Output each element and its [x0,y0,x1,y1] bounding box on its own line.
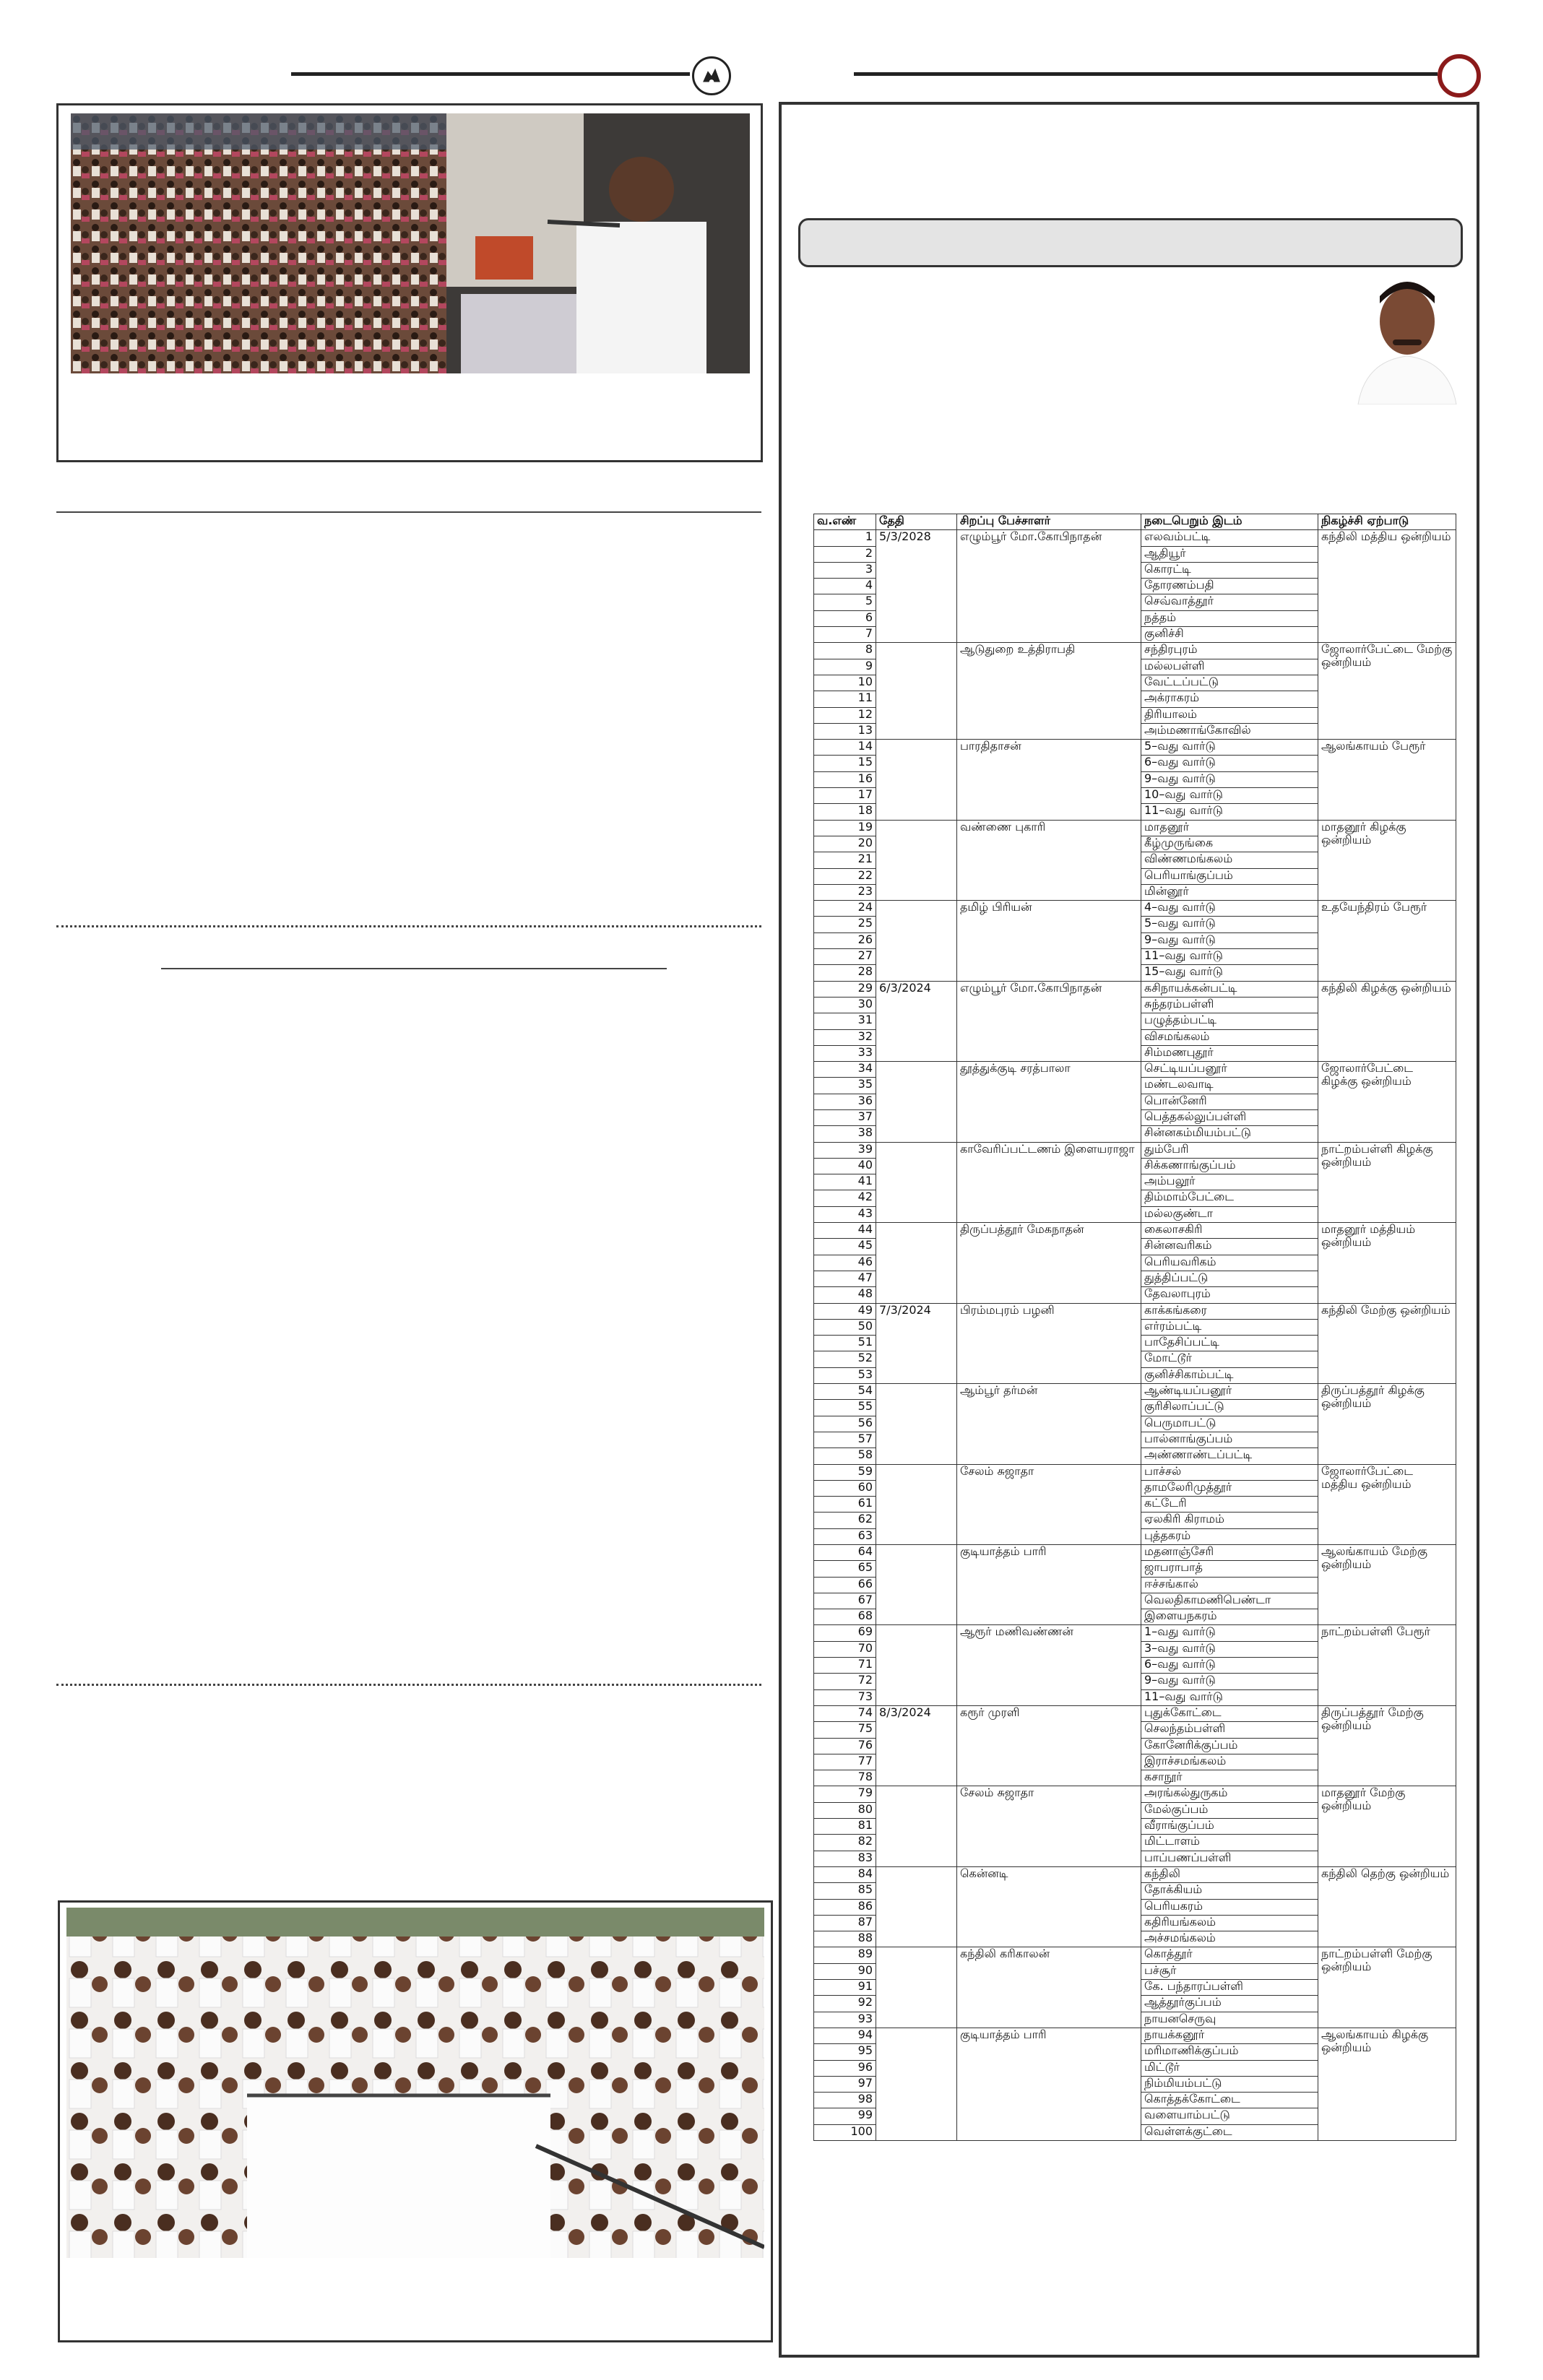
serial-number-cell: 7 [814,627,876,643]
venue-cell: சிம்மணபுதூர் [1141,1045,1318,1061]
venue-cell: கொரட்டி [1141,562,1318,578]
venue-cell: மதனாஞ்சேரி [1141,1545,1318,1561]
serial-number-cell: 93 [814,2012,876,2028]
venue-cell: 11–வது வார்டு [1141,1689,1318,1705]
serial-number-cell: 18 [814,804,876,820]
organizer-cell: ஆலங்காயம் மேற்கு ஒன்றியம் [1318,1545,1456,1625]
venue-cell: பொன்னேரி [1141,1094,1318,1109]
speaker-cell: திருப்பத்தூர் மேகநாதன் [957,1223,1141,1303]
venue-cell: அக்ராகரம் [1141,691,1318,707]
venue-cell: கைலாசகிரி [1141,1223,1318,1239]
serial-number-cell: 65 [814,1561,876,1577]
serial-number-cell: 12 [814,707,876,723]
speaker-cell: சேலம் சுஜாதா [957,1464,1141,1544]
venue-cell: கந்திலி [1141,1866,1318,1882]
serial-number-cell: 4 [814,579,876,594]
venue-cell: புத்தகரம் [1141,1528,1318,1544]
organizer-cell: மாதனூர் மேற்கு ஒன்றியம் [1318,1786,1456,1866]
venue-cell: ஈச்சங்கால் [1141,1577,1318,1593]
venue-cell: சுந்தரம்பள்ளி [1141,997,1318,1013]
venue-cell: பாதேசிப்பட்டி [1141,1336,1318,1351]
venue-cell: தாமலேரிமுத்தூர் [1141,1480,1318,1496]
venue-cell: எலவம்பட்டி [1141,530,1318,546]
serial-number-cell: 42 [814,1190,876,1206]
column-header-serial: வ.எண் [814,514,876,530]
venue-cell: 6–வது வார்டு [1141,756,1318,771]
serial-number-cell: 86 [814,1899,876,1915]
venue-cell: விண்ணமங்கலம் [1141,852,1318,868]
venue-cell: பெரியகரம் [1141,1899,1318,1915]
venue-cell: கீழ்முருங்கை [1141,836,1318,852]
venue-cell: மிட்டூர் [1141,2060,1318,2076]
serial-number-cell: 44 [814,1223,876,1239]
speaker-cell: கந்திலி கரிகாலன் [957,1947,1141,2028]
serial-number-cell: 13 [814,723,876,739]
date-cell: 6/3/2024 [876,981,957,1061]
organizer-cell: ஜோலார்பேட்டை கிழக்கு ஒன்றியம் [1318,1062,1456,1142]
serial-number-cell: 1 [814,530,876,546]
serial-number-cell: 95 [814,2044,876,2060]
column-header-organizer: நிகழ்ச்சி ஏற்பாடு [1318,514,1456,530]
organizer-cell: திருப்பத்தூர் மேற்கு ஒன்றியம் [1318,1705,1456,1786]
organizer-cell: கந்திலி தெற்கு ஒன்றியம் [1318,1866,1456,1947]
venue-cell: 9–வது வார்டு [1141,1674,1318,1689]
serial-number-cell: 45 [814,1239,876,1255]
venue-cell: நத்தம் [1141,610,1318,626]
serial-number-cell: 14 [814,740,876,756]
serial-number-cell: 60 [814,1480,876,1496]
serial-number-cell: 97 [814,2076,876,2092]
venue-cell: கோனேரிக்குப்பம் [1141,1738,1318,1754]
serial-number-cell: 9 [814,659,876,675]
serial-number-cell: 87 [814,1915,876,1931]
table-row [814,530,1456,546]
venue-cell: 11–வது வார்டு [1141,949,1318,965]
venue-cell: நாயக்கனூர் [1141,2028,1318,2043]
venue-cell: மல்லபள்ளி [1141,659,1318,675]
venue-cell: செட்டியப்பனூர் [1141,1062,1318,1078]
venue-cell: 5–வது வார்டு [1141,917,1318,932]
venue-cell: குனிச்சிகாம்பட்டி [1141,1367,1318,1383]
table-row [814,901,1456,917]
venue-cell: வெள்ளக்குட்டை [1141,2124,1318,2140]
venue-cell: வெலதிகாமணிபெண்டா [1141,1593,1318,1609]
serial-number-cell: 53 [814,1367,876,1383]
left-section-rule [56,511,761,513]
venue-cell: பெருமாபட்டு [1141,1416,1318,1432]
date-cell [876,820,957,900]
table-row [814,1384,1456,1400]
date-cell [876,1464,957,1544]
speaker-cell: காவேரிப்பட்டணம் இளையராஜா [957,1142,1141,1222]
date-cell [876,1384,957,1464]
organizer-cell: திருப்பத்தூர் கிழக்கு ஒன்றியம் [1318,1384,1456,1464]
serial-number-cell: 91 [814,1980,876,1996]
event-meeting-photo [66,1908,764,2258]
venue-cell: 1–வது வார்டு [1141,1625,1318,1641]
venue-cell: ஆண்டியப்பனூர் [1141,1384,1318,1400]
serial-number-cell: 25 [814,917,876,932]
venue-cell: மரிமாணிக்குப்பம் [1141,2044,1318,2060]
serial-number-cell: 30 [814,997,876,1013]
venue-cell: புதுக்கோட்டை [1141,1705,1318,1721]
serial-number-cell: 100 [814,2124,876,2140]
table-row [814,981,1456,997]
date-cell [876,1062,957,1142]
serial-number-cell: 73 [814,1689,876,1705]
speaker-cell: குடியாத்தம் பாரி [957,2028,1141,2140]
serial-number-cell: 23 [814,884,876,900]
organizer-cell: மாதனூர் கிழக்கு ஒன்றியம் [1318,820,1456,900]
serial-number-cell: 37 [814,1109,876,1125]
table-row [814,643,1456,659]
venue-cell: செவ்வாத்தூர் [1141,594,1318,610]
header-rule-left [291,72,690,76]
serial-number-cell: 16 [814,771,876,787]
serial-number-cell: 78 [814,1770,876,1786]
venue-cell: மேல்குப்பம் [1141,1802,1318,1818]
serial-number-cell: 61 [814,1497,876,1513]
venue-cell: சந்திரபுரம் [1141,643,1318,659]
serial-number-cell: 31 [814,1013,876,1029]
serial-number-cell: 58 [814,1448,876,1464]
serial-number-cell: 46 [814,1255,876,1271]
serial-number-cell: 55 [814,1400,876,1416]
column-header-venue: நடைபெறும் இடம் [1141,514,1318,530]
serial-number-cell: 89 [814,1947,876,1963]
serial-number-cell: 36 [814,1094,876,1109]
venue-cell: மாதனூர் [1141,820,1318,836]
venue-cell: மிட்டாளம் [1141,1835,1318,1851]
venue-cell: திரியாலம் [1141,707,1318,723]
venue-cell: பெத்தகல்லுப்பள்ளி [1141,1109,1318,1125]
organizer-cell: கந்திலி கிழக்கு ஒன்றியம் [1318,981,1456,1061]
venue-cell: விசமங்கலம் [1141,1029,1318,1045]
venue-cell: 15–வது வார்டு [1141,965,1318,981]
serial-number-cell: 84 [814,1866,876,1882]
organizer-cell: மாதனூர் மத்தியம் ஒன்றியம் [1318,1223,1456,1303]
venue-cell: வீராங்குப்பம் [1141,1819,1318,1835]
venue-cell: ஆதியூர் [1141,546,1318,562]
serial-number-cell: 48 [814,1287,876,1303]
venue-cell: அச்சமங்கலம் [1141,1931,1318,1947]
serial-number-cell: 98 [814,2093,876,2108]
serial-number-cell: 85 [814,1883,876,1899]
serial-number-cell: 79 [814,1786,876,1802]
serial-number-cell: 21 [814,852,876,868]
venue-cell: மண்டலவாடி [1141,1078,1318,1094]
organizer-cell: உதயேந்திரம் பேரூர் [1318,901,1456,981]
venue-cell: செலந்தம்பள்ளி [1141,1722,1318,1738]
venue-cell: கொத்தூர் [1141,1947,1318,1963]
schedule-header-row [814,514,1456,530]
venue-cell: கசிநாயக்கன்பட்டி [1141,981,1318,997]
serial-number-cell: 43 [814,1206,876,1222]
venue-cell: இராச்சமங்கலம் [1141,1754,1318,1770]
serial-number-cell: 22 [814,868,876,884]
date-cell: 7/3/2024 [876,1303,957,1383]
speaker-cell: ஆம்பூர் தர்மன் [957,1384,1141,1464]
serial-number-cell: 34 [814,1062,876,1078]
table-row [814,1947,1456,1963]
date-cell: 5/3/2028 [876,530,957,643]
serial-number-cell: 99 [814,2108,876,2124]
date-cell [876,1786,957,1866]
serial-number-cell: 27 [814,949,876,965]
serial-number-cell: 40 [814,1158,876,1174]
table-row [814,1625,1456,1641]
venue-cell: மோட்டூர் [1141,1351,1318,1367]
venue-cell: கதிரியங்கலம் [1141,1915,1318,1931]
venue-cell: 3–வது வார்டு [1141,1641,1318,1657]
organizer-cell: ஜோலார்பேட்டை மத்திய ஒன்றியம் [1318,1464,1456,1544]
speaker-cell: குடியாத்தம் பாரி [957,1545,1141,1625]
serial-number-cell: 63 [814,1528,876,1544]
serial-number-cell: 29 [814,981,876,997]
venue-cell: துத்திப்பட்டு [1141,1271,1318,1286]
serial-number-cell: 72 [814,1674,876,1689]
speaker-cell: பாரதிதாசன் [957,740,1141,820]
serial-number-cell: 5 [814,594,876,610]
serial-number-cell: 76 [814,1738,876,1754]
top-left-photo-box [56,103,763,462]
speaker-cell: ஆரூர் மணிவண்ணன் [957,1625,1141,1705]
date-cell [876,1223,957,1303]
table-row [814,2028,1456,2043]
venue-cell: சிக்கணாங்குப்பம் [1141,1158,1318,1174]
speaker-cell: ஆடுதுறை உத்திராபதி [957,643,1141,740]
serial-number-cell: 20 [814,836,876,852]
venue-cell: அம்மணாங்கோவில் [1141,723,1318,739]
venue-cell: 11–வது வார்டு [1141,804,1318,820]
serial-number-cell: 82 [814,1835,876,1851]
rally-speech-photo [71,113,750,373]
header-rule-right [854,72,1438,76]
column-header-speaker: சிறப்பு பேச்சாளர் [957,514,1141,530]
table-row [814,1786,1456,1802]
venue-cell: சின்னவரிகம் [1141,1239,1318,1255]
table-row [814,1303,1456,1319]
serial-number-cell: 77 [814,1754,876,1770]
serial-number-cell: 41 [814,1174,876,1190]
left-dotted-separator [56,925,761,927]
serial-number-cell: 19 [814,820,876,836]
venue-cell: 4–வது வார்டு [1141,901,1318,917]
table-row [814,1142,1456,1158]
venue-cell: பாப்பணப்பள்ளி [1141,1851,1318,1866]
venue-cell: நிம்மியம்பட்டு [1141,2076,1318,2092]
venue-cell: 10–வது வார்டு [1141,788,1318,804]
organizer-cell: கந்திலி மத்திய ஒன்றியம் [1318,530,1456,643]
venue-cell: நாயனசெருவு [1141,2012,1318,2028]
serial-number-cell: 39 [814,1142,876,1158]
serial-number-cell: 51 [814,1336,876,1351]
venue-cell: ஏலகிரி கிராமம் [1141,1513,1318,1528]
venue-cell: தோரணம்பதி [1141,579,1318,594]
organizer-cell: நாட்றம்பள்ளி கிழக்கு ஒன்றியம் [1318,1142,1456,1222]
speaker-cell: எழும்பூர் மோ.கோபிநாதன் [957,981,1141,1061]
venue-cell: பழுத்தம்பட்டி [1141,1013,1318,1029]
date-cell [876,1625,957,1705]
serial-number-cell: 32 [814,1029,876,1045]
serial-number-cell: 62 [814,1513,876,1528]
date-cell [876,1142,957,1222]
organizer-cell: ஜோலார்பேட்டை மேற்கு ஒன்றியம் [1318,643,1456,740]
serial-number-cell: 64 [814,1545,876,1561]
venue-cell: குரிசிலாப்பட்டு [1141,1400,1318,1416]
date-cell: 8/3/2024 [876,1705,957,1786]
date-cell [876,740,957,820]
serial-number-cell: 17 [814,788,876,804]
venue-cell: 9–வது வார்டு [1141,771,1318,787]
serial-number-cell: 6 [814,610,876,626]
speaker-cell: தூத்துக்குடி சரத்பாலா [957,1062,1141,1142]
serial-number-cell: 69 [814,1625,876,1641]
person-portrait [1351,271,1463,404]
serial-number-cell: 38 [814,1126,876,1142]
table-row [814,820,1456,836]
venue-cell: அம்பலூர் [1141,1174,1318,1190]
organizer-cell: நாட்றம்பள்ளி பேரூர் [1318,1625,1456,1705]
table-row [814,1223,1456,1239]
serial-number-cell: 10 [814,675,876,691]
organizer-cell: நாட்றம்பள்ளி மேற்கு ஒன்றியம் [1318,1947,1456,2028]
serial-number-cell: 94 [814,2028,876,2043]
speaker-cell: பிரம்மபுரம் பழனி [957,1303,1141,1383]
venue-cell: ஆத்தூர்குப்பம் [1141,1996,1318,2012]
speaker-cell: தமிழ் பிரியன் [957,901,1141,981]
speaker-cell: கென்னடி [957,1866,1141,1947]
serial-number-cell: 54 [814,1384,876,1400]
serial-number-cell: 90 [814,1963,876,1979]
serial-number-cell: 8 [814,643,876,659]
serial-number-cell: 70 [814,1641,876,1657]
serial-number-cell: 33 [814,1045,876,1061]
table-row [814,1705,1456,1721]
serial-number-cell: 24 [814,901,876,917]
serial-number-cell: 52 [814,1351,876,1367]
venue-cell: 5–வது வார்டு [1141,740,1318,756]
venue-cell: மின்னூர் [1141,884,1318,900]
serial-number-cell: 66 [814,1577,876,1593]
serial-number-cell: 83 [814,1851,876,1866]
date-cell [876,1545,957,1625]
date-cell [876,2028,957,2140]
serial-number-cell: 80 [814,1802,876,1818]
venue-cell: வளையாம்பட்டு [1141,2108,1318,2124]
serial-number-cell: 15 [814,756,876,771]
serial-number-cell: 88 [814,1931,876,1947]
venue-cell: பெரியவரிகம் [1141,1255,1318,1271]
date-cell [876,901,957,981]
serial-number-cell: 71 [814,1658,876,1674]
venue-cell: தும்பேரி [1141,1142,1318,1158]
venue-cell: 9–வது வார்டு [1141,932,1318,948]
venue-cell: எர்ரம்பட்டி [1141,1319,1318,1335]
venue-cell: இளையநகரம் [1141,1609,1318,1625]
serial-number-cell: 67 [814,1593,876,1609]
date-cell [876,643,957,740]
venue-cell: வேட்டப்பட்டு [1141,675,1318,691]
serial-number-cell: 47 [814,1271,876,1286]
venue-cell: தேவலாபுரம் [1141,1287,1318,1303]
left-sub-rule [161,968,667,969]
table-row [814,1464,1456,1480]
venue-cell: அண்ணாண்டப்பட்டி [1141,1448,1318,1464]
speaker-cell: எழும்பூர் மோ.கோபிநாதன் [957,530,1141,643]
speaker-cell: வண்ணை புகாரி [957,820,1141,900]
venue-cell: குனிச்சி [1141,627,1318,643]
table-row [814,1545,1456,1561]
venue-cell: கட்டேரி [1141,1497,1318,1513]
venue-cell: 6–வது வார்டு [1141,1658,1318,1674]
organizer-cell: ஆலங்காயம் பேரூர் [1318,740,1456,820]
serial-number-cell: 50 [814,1319,876,1335]
venue-cell: மல்லகுண்டா [1141,1206,1318,1222]
meeting-schedule-table [813,514,1456,2141]
serial-number-cell: 59 [814,1464,876,1480]
venue-cell: பச்சூர் [1141,1963,1318,1979]
venue-cell: பாச்சல் [1141,1464,1318,1480]
venue-cell: திம்மாம்பேட்டை [1141,1190,1318,1206]
speaker-cell: கரூர் முரளி [957,1705,1141,1786]
venue-cell: ஜாபராபாத் [1141,1561,1318,1577]
serial-number-cell: 3 [814,562,876,578]
page-number-circle [1438,54,1481,98]
serial-number-cell: 28 [814,965,876,981]
serial-number-cell: 96 [814,2060,876,2076]
organizer-cell: ஆலங்காயம் கிழக்கு ஒன்றியம் [1318,2028,1456,2140]
venue-cell: சின்னகம்மியம்பட்டு [1141,1126,1318,1142]
venue-cell: அரங்கல்துருகம் [1141,1786,1318,1802]
headline-banner [798,218,1463,267]
table-row [814,740,1456,756]
party-emblem-icon [692,56,731,95]
serial-number-cell: 92 [814,1996,876,2012]
venue-cell: கசாநூர் [1141,1770,1318,1786]
table-row [814,1866,1456,1882]
venue-cell: காக்கங்கரை [1141,1303,1318,1319]
venue-cell: பெரியாங்குப்பம் [1141,868,1318,884]
serial-number-cell: 68 [814,1609,876,1625]
serial-number-cell: 26 [814,932,876,948]
speaker-cell: சேலம் சுஜாதா [957,1786,1141,1866]
table-row [814,1062,1456,1078]
serial-number-cell: 81 [814,1819,876,1835]
venue-cell: பால்னாங்குப்பம் [1141,1432,1318,1448]
serial-number-cell: 75 [814,1722,876,1738]
venue-cell: தோக்கியம் [1141,1883,1318,1899]
venue-cell: கொத்தக்கோட்டை [1141,2093,1318,2108]
serial-number-cell: 74 [814,1705,876,1721]
serial-number-cell: 49 [814,1303,876,1319]
left-dotted-separator-2 [56,1684,761,1686]
organizer-cell: கந்திலி மேற்கு ஒன்றியம் [1318,1303,1456,1383]
column-header-date: தேதி [876,514,957,530]
date-cell [876,1866,957,1947]
serial-number-cell: 35 [814,1078,876,1094]
serial-number-cell: 11 [814,691,876,707]
date-cell [876,1947,957,2028]
bottom-left-photo-box [58,1900,773,2342]
serial-number-cell: 2 [814,546,876,562]
serial-number-cell: 57 [814,1432,876,1448]
serial-number-cell: 56 [814,1416,876,1432]
venue-cell: கே. பந்தாரப்பள்ளி [1141,1980,1318,1996]
